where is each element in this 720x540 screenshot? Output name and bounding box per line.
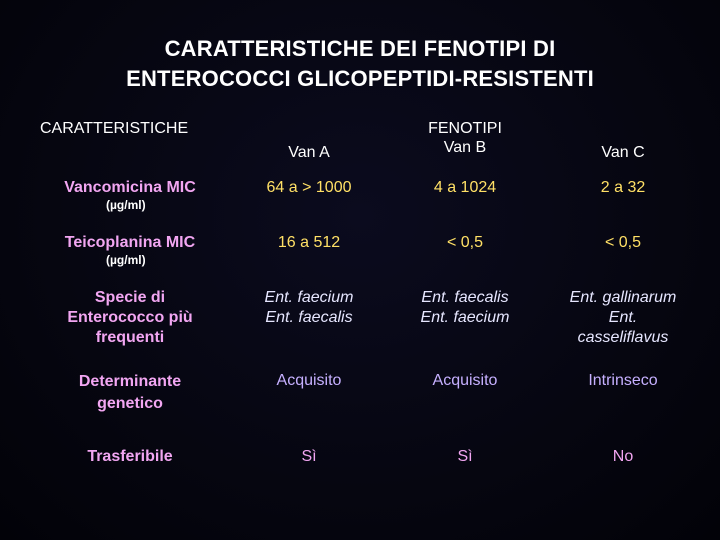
- cell-teicoplanina-van-b: < 0,5: [446, 234, 484, 251]
- cell-teicoplanina-van-a: 16 a 512: [277, 234, 341, 251]
- row-label-text: Teicoplanina MIC: [64, 234, 196, 251]
- row-label-trasferibile: Trasferibile: [87, 448, 173, 465]
- cell-line: Ent. gallinarum: [569, 289, 677, 306]
- cell-determinante-van-b: Acquisito: [432, 372, 498, 389]
- cell-line: Ent. faecium: [264, 289, 354, 306]
- cell-line: casseliflavus: [577, 329, 669, 346]
- row-label-line: genetico: [97, 395, 163, 412]
- row-label-line: Enterococco più: [67, 309, 193, 326]
- header-van-b: Van B: [443, 139, 487, 156]
- header-phenotypes-van-b: [400, 119, 530, 157]
- row-label-specie: [40, 288, 220, 348]
- cell-line: Ent. faecalis: [265, 309, 353, 326]
- title-line-2: ENTEROCOCCI GLICOPEPTIDI-RESISTENTI: [126, 66, 594, 91]
- cell-vancomicina-van-c: 2 a 32: [600, 179, 646, 196]
- cell-line: Ent.: [608, 309, 638, 326]
- cell-determinante-van-c: Intrinseco: [588, 372, 658, 389]
- header-van-a: Van A: [288, 144, 330, 161]
- row-label-line: Specie di: [94, 289, 166, 306]
- row-label-teicoplanina: [36, 233, 224, 267]
- row-label-text: Vancomicina MIC: [64, 179, 196, 196]
- cell-determinante-van-a: Acquisito: [276, 372, 342, 389]
- row-label-line: frequenti: [95, 329, 165, 346]
- cell-vancomicina-van-a: 64 a > 1000: [266, 179, 352, 196]
- cell-specie-van-c: [550, 288, 696, 348]
- header-phenotypes: FENOTIPI: [428, 120, 502, 137]
- cell-specie-van-a: [240, 288, 378, 328]
- cell-trasferibile-van-c: No: [612, 448, 634, 465]
- header-van-c: Van C: [601, 144, 645, 161]
- cell-line: Ent. faecalis: [421, 289, 509, 306]
- row-label-line: Determinante: [78, 373, 182, 390]
- cell-trasferibile-van-b: Sì: [457, 448, 473, 465]
- cell-teicoplanina-van-c: < 0,5: [604, 234, 642, 251]
- row-label-determinante: [40, 371, 220, 415]
- cell-trasferibile-van-a: Sì: [301, 448, 317, 465]
- cell-specie-van-b: [394, 288, 536, 328]
- cell-vancomicina-van-b: 4 a 1024: [433, 179, 497, 196]
- row-label-unit: (µg/ml): [106, 198, 146, 212]
- slide-title: [0, 34, 720, 94]
- row-label-unit: (µg/ml): [106, 253, 146, 267]
- row-label-vancomicina: [36, 178, 224, 212]
- cell-line: Ent. faecium: [420, 309, 510, 326]
- title-line-1: CARATTERISTICHE DEI FENOTIPI DI: [164, 36, 556, 61]
- header-characteristics: CARATTERISTICHE: [40, 120, 189, 137]
